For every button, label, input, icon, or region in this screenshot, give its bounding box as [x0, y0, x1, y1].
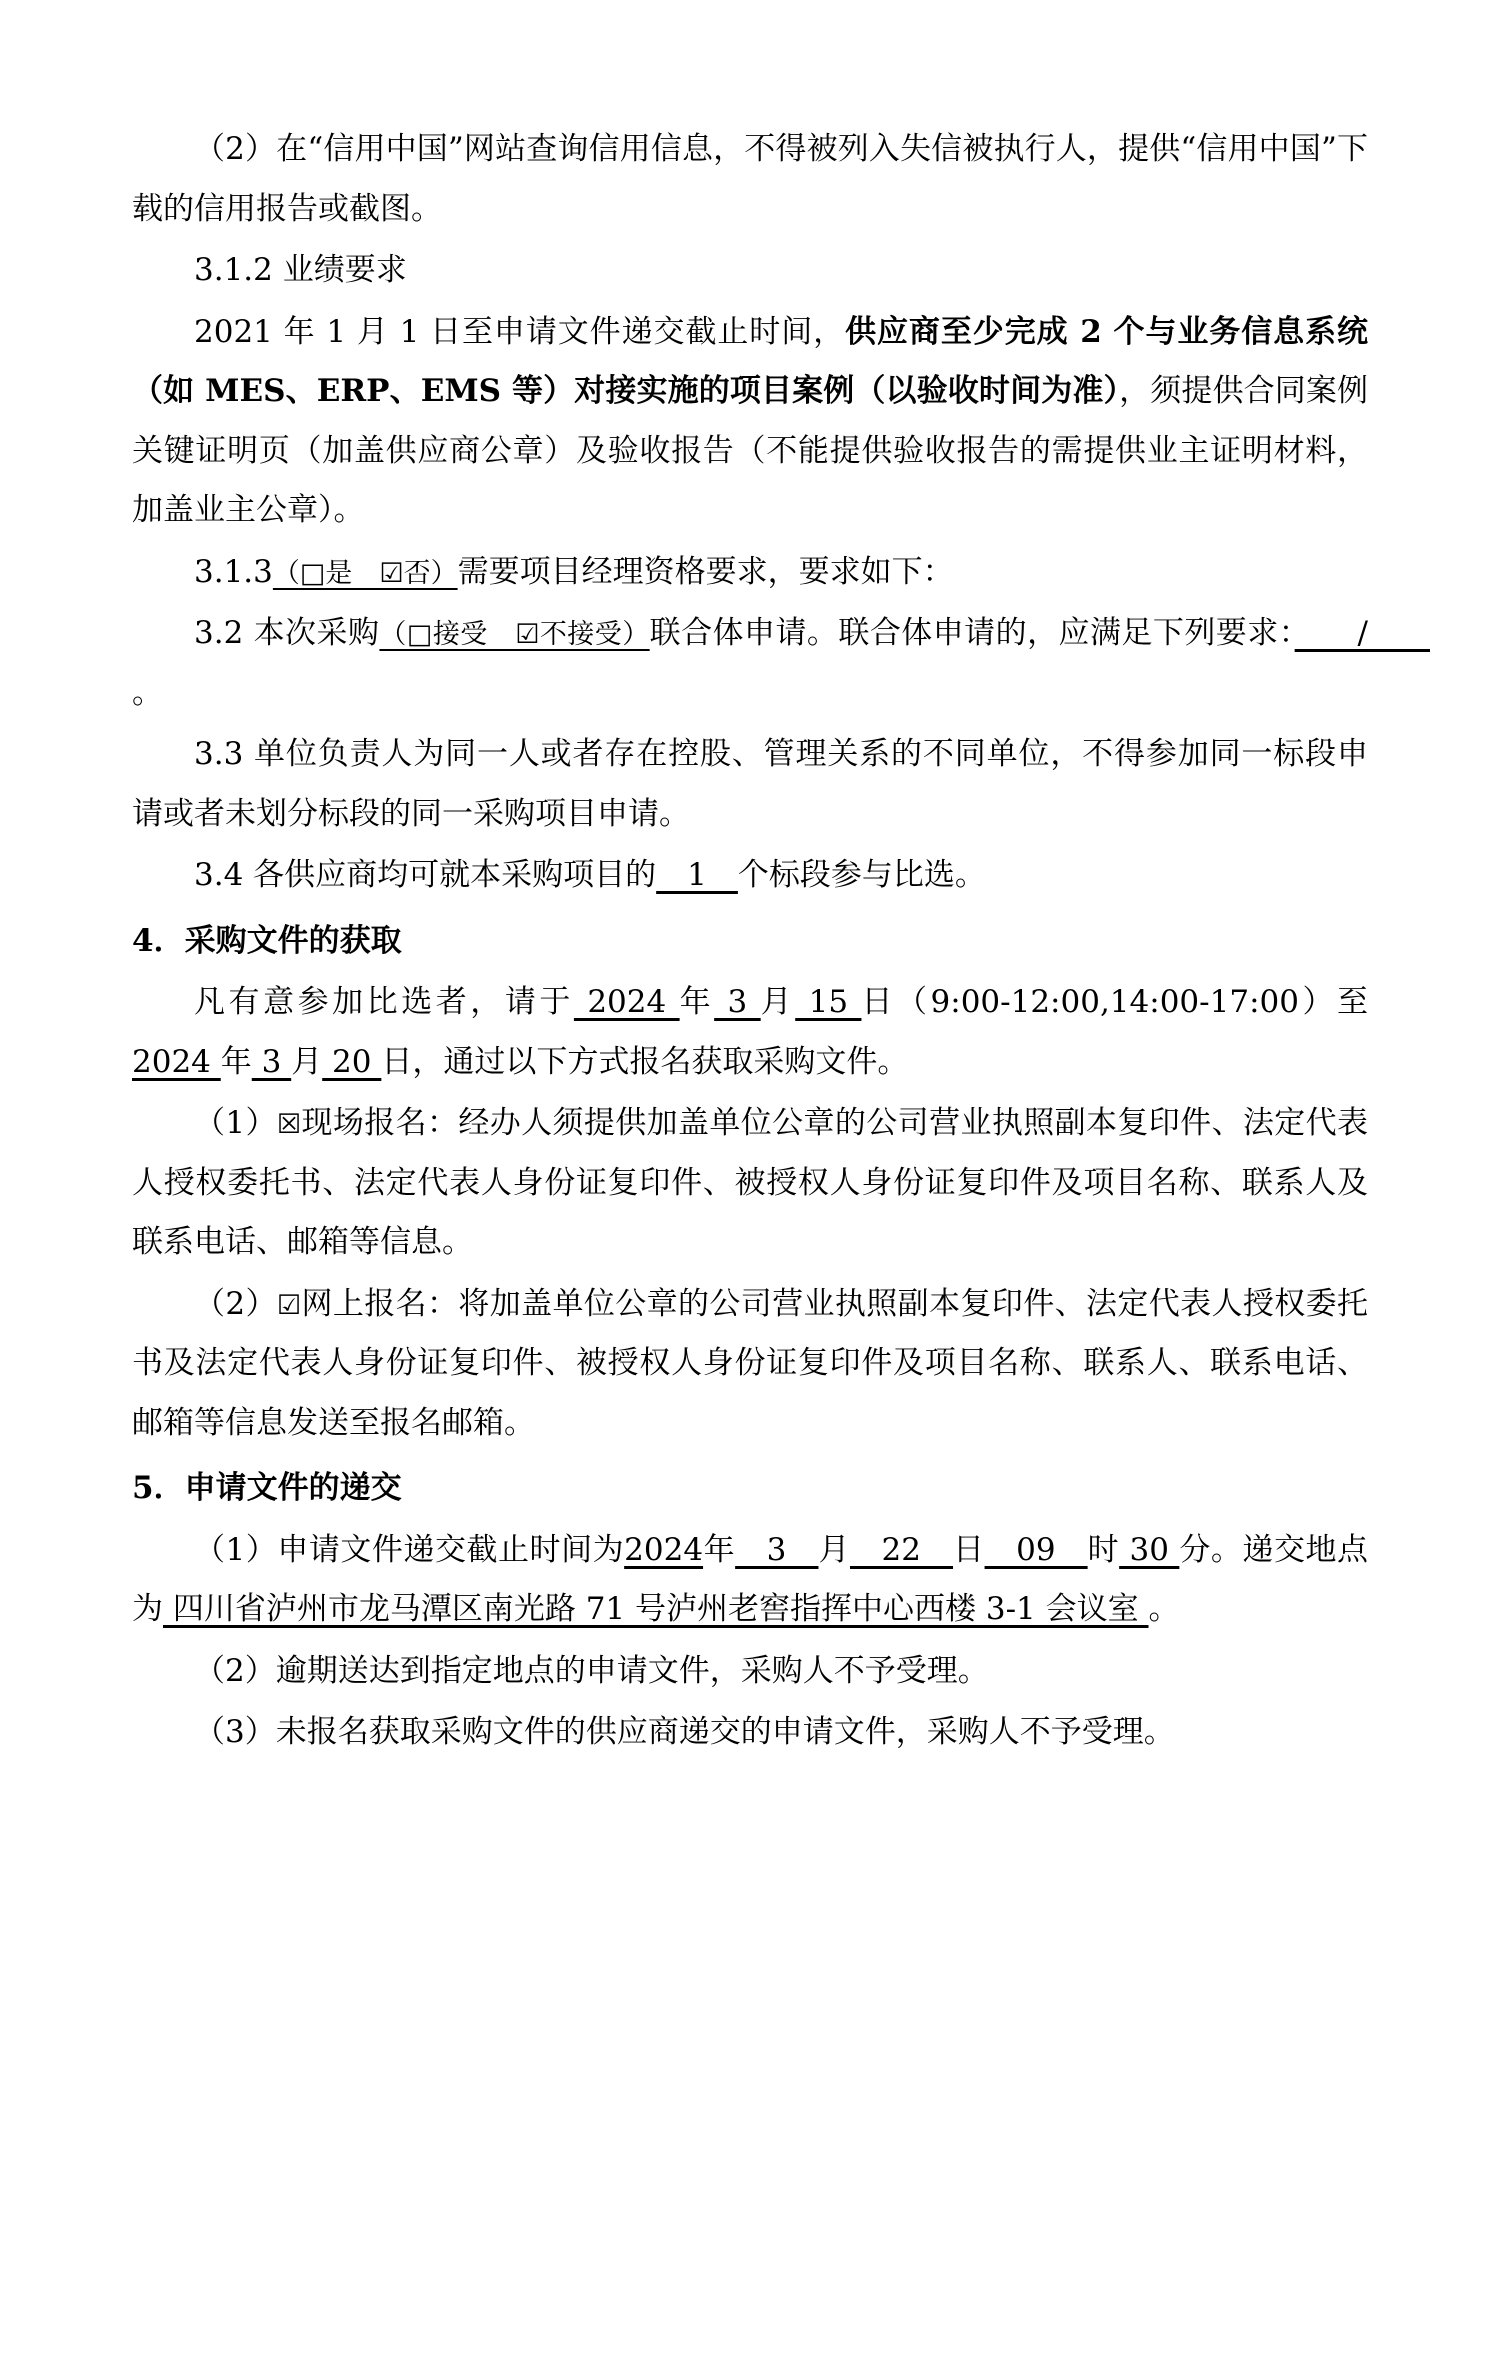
paragraph-p-3-1-3 — [132, 543, 1368, 603]
paragraph-p-5-1 — [132, 1521, 1368, 1640]
text-run: 月 — [291, 1043, 323, 1080]
text-run: 。 — [1148, 1591, 1180, 1628]
text-run: 3 — [251, 1043, 292, 1080]
document-body — [132, 120, 1431, 1763]
paragraph-p-3-3 — [132, 725, 1368, 844]
text-run: （3）未报名获取采购文件的供应商递交的申请文件，采购人不予受理。 — [194, 1714, 1175, 1751]
text-run: 3.1.2 业绩要求 — [194, 252, 407, 289]
text-run: 3.2 本次采购 — [194, 615, 380, 652]
paragraph-p-4-body — [132, 973, 1368, 1092]
text-run: 2024 — [573, 984, 680, 1021]
text-run: 5．申请文件的递交 — [132, 1470, 402, 1507]
paragraph-p-3-1-2-body — [132, 303, 1368, 541]
text-run: 需要项目经理资格要求，要求如下： — [457, 553, 954, 590]
text-run: （2）逾期送达到指定地点的申请文件，采购人不予受理。 — [194, 1652, 989, 1689]
text-run: 四川省泸州市龙马潭区南光路 71 号泸州老窖指挥中心西楼 3-1 会议室 — [163, 1591, 1149, 1628]
text-run: 30 — [1119, 1531, 1180, 1568]
text-run: 15 — [795, 984, 862, 1021]
text-run: 凡有意参加比选者，请于 — [194, 984, 574, 1021]
text-run: 1 — [656, 857, 738, 894]
text-run: 年 — [220, 1043, 252, 1080]
text-run: 09 — [984, 1531, 1088, 1568]
paragraph-p-3-1-2-title — [132, 241, 1368, 301]
text-run: 现场报名：经办人须提供加盖单位公章的公司营业执照副本复印件、法定代表人授权委托书、法定代表人身份证复印件、被授权人身份证复印件及项目名称、联系人及联系电话、邮箱等信息。 — [132, 1105, 1368, 1261]
text-run: ☒ — [276, 1109, 302, 1141]
text-run: 22 — [849, 1531, 954, 1568]
paragraph-p-4-1 — [132, 1094, 1368, 1273]
text-run: 月 — [760, 984, 796, 1021]
text-run: 分。递交地点为 — [132, 1531, 1369, 1628]
text-run: 2024 — [132, 1043, 221, 1080]
text-run: 20 — [322, 1043, 382, 1080]
text-run: 。 — [132, 674, 163, 711]
paragraph-p-4-heading — [132, 912, 1368, 972]
text-run: / — [1294, 615, 1431, 652]
paragraph-p-4-2 — [132, 1275, 1368, 1454]
text-run: 日，通过以下方式报名获取采购文件。 — [381, 1043, 909, 1080]
paragraph-p-5-heading — [132, 1459, 1368, 1519]
text-run: 日 — [953, 1531, 985, 1568]
text-run: 3 — [735, 1531, 819, 1568]
text-run: 月 — [818, 1531, 850, 1568]
text-run: 年 — [679, 984, 715, 1021]
text-run: 3 — [714, 984, 761, 1021]
text-run: 时 — [1087, 1531, 1120, 1568]
paragraph-p-credit-china — [132, 120, 1368, 239]
text-run: 4．采购文件的获取 — [132, 922, 402, 959]
paragraph-p-5-3 — [132, 1703, 1368, 1763]
text-run: 3.4 各供应商均可就本采购项目的 — [194, 857, 657, 894]
text-run: 2024 — [624, 1531, 704, 1568]
text-run: （□接受 ☑不接受） — [379, 619, 650, 651]
text-run: ，须提供合同案例关键证明页（加盖供应商公章）及验收报告（不能提供验收报告的需提供业主证明材料，加盖业主公章）。 — [132, 373, 1369, 529]
paragraph-p-5-2 — [132, 1642, 1368, 1702]
text-run: ☑ — [276, 1289, 302, 1321]
text-run: 年 — [703, 1531, 736, 1568]
text-run: 联合体申请。联合体申请的，应满足下列要求： — [649, 615, 1295, 652]
text-run: （2）在“信用中国”网站查询信用信息，不得被列入失信被执行人，提供“信用中国”下载的信用报告或截图。 — [132, 131, 1368, 227]
text-run: 个标段参与比选。 — [737, 857, 986, 894]
text-run: （1） — [194, 1105, 277, 1142]
text-run: 供应商至少完成 2 个与业务信息系统（如 MES、ERP、EMS 等）对接实施的项目案例（以验收时间为准） — [132, 313, 1369, 410]
text-run: （2） — [194, 1285, 277, 1322]
text-run: 2021 年 1 月 1 日至申请文件递交截止时间， — [194, 313, 846, 350]
paragraph-p-3-2 — [132, 604, 1431, 723]
text-run: （1）申请文件递交截止时间为 — [194, 1531, 625, 1568]
text-run: 3.1.3 — [194, 553, 273, 590]
text-run: （□是 ☑否） — [272, 557, 458, 589]
text-run: 网上报名：将加盖单位公章的公司营业执照副本复印件、法定代表人授权委托书及法定代表人身份证复印件、被授权人身份证复印件及项目名称、联系人、联系电话、邮箱等信息发送至报名邮箱。 — [132, 1285, 1368, 1441]
text-run: 日（9:00-12:00,14:00-17:00）至 — [861, 984, 1369, 1021]
text-run: 3.3 单位负责人为同一人或者存在控股、管理关系的不同单位，不得参加同一标段申请或者未划分标段的同一采购项目申请。 — [132, 736, 1368, 832]
paragraph-p-3-4 — [132, 846, 1368, 906]
